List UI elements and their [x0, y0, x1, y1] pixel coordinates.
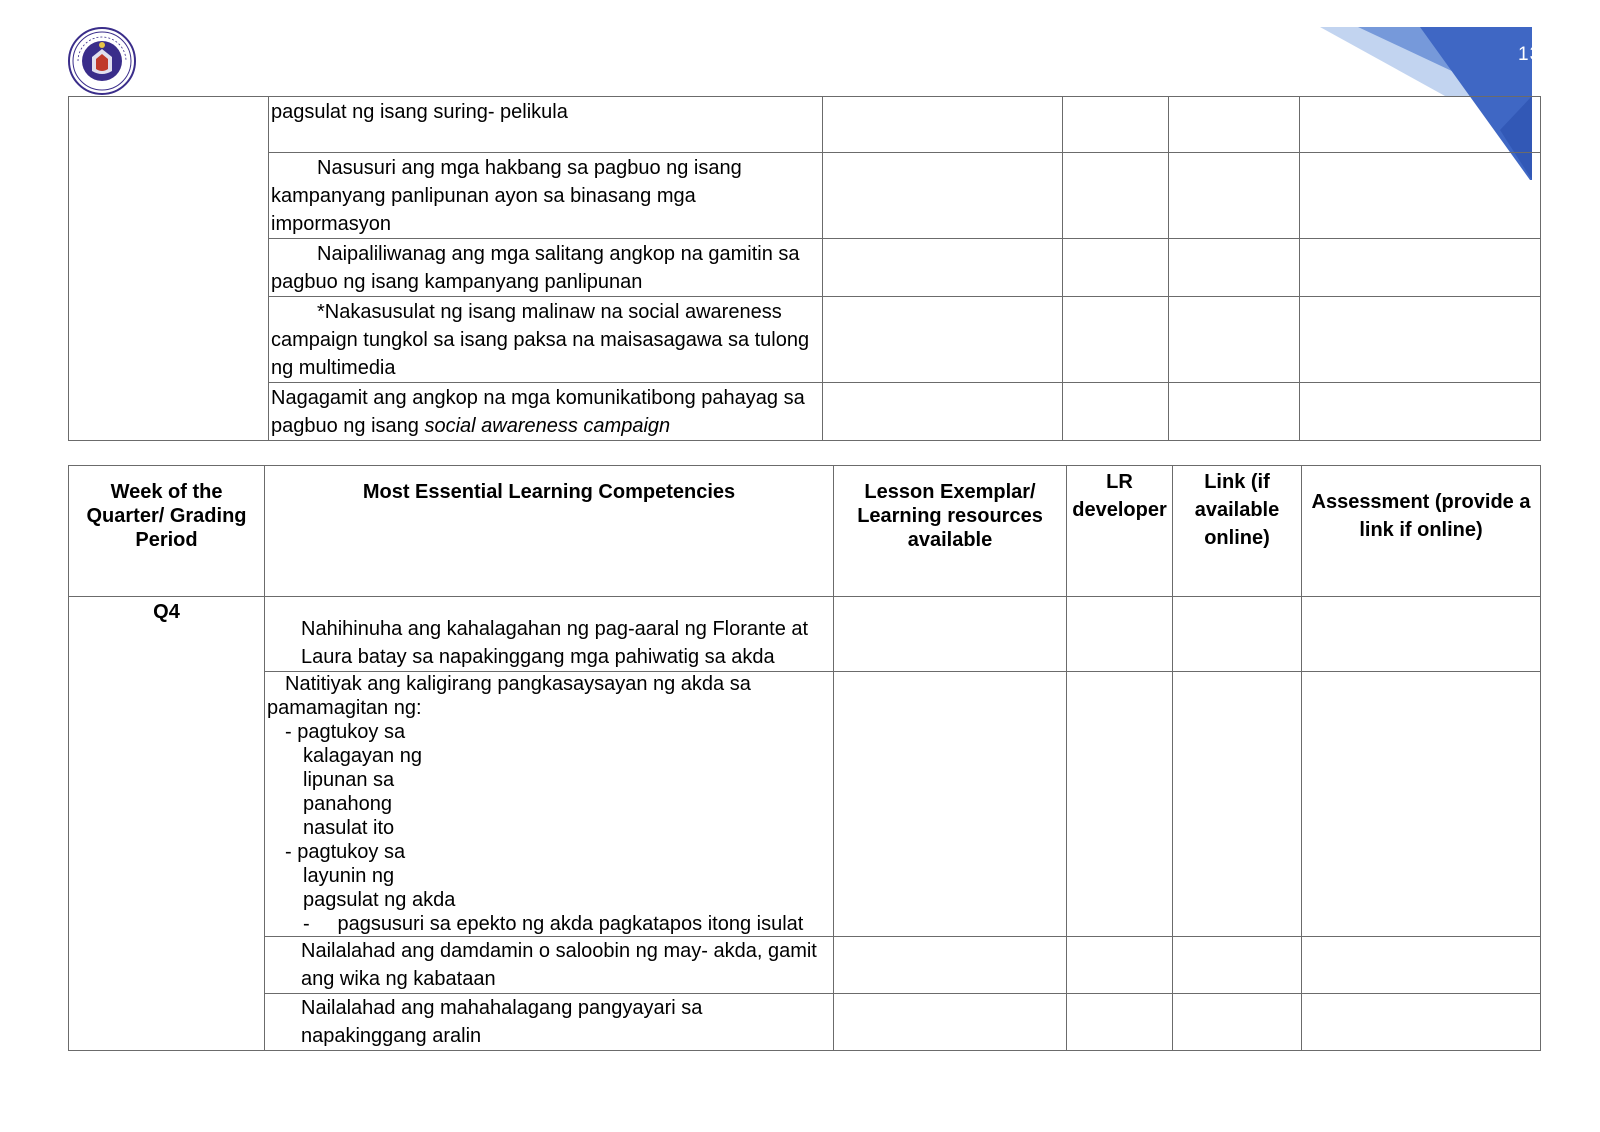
header-assessment: Assessment (provide a link if online) — [1302, 466, 1541, 597]
lesson-cell — [823, 383, 1063, 441]
assessment-cell — [1300, 383, 1541, 441]
lr-cell — [1067, 597, 1173, 672]
link-cell — [1173, 994, 1302, 1051]
competency-cell: Nasusuri ang mga hakbang sa pagbuo ng isang kampanyang panlipunan ayon sa binasang mga impormasyon — [269, 153, 823, 239]
table-row — [69, 97, 1541, 153]
table-row — [69, 153, 1541, 239]
competencies-table-continued — [68, 96, 1541, 441]
lesson-cell — [823, 97, 1063, 153]
assessment-cell — [1302, 937, 1541, 994]
lr-cell — [1063, 97, 1169, 153]
page-number: 139 — [1518, 44, 1553, 65]
lr-cell — [1063, 239, 1169, 297]
lesson-cell — [834, 597, 1067, 672]
assessment-cell — [1300, 239, 1541, 297]
competency-cell: Nahihinuha ang kahalagahan ng pag-aaral ng Florante at Laura batay sa napakinggang mga pahiwatig sa akda — [265, 597, 834, 672]
lr-cell — [1067, 994, 1173, 1051]
assessment-cell — [1302, 597, 1541, 672]
assessment-cell — [1302, 672, 1541, 937]
table-row — [69, 672, 1541, 937]
table-row — [69, 937, 1541, 994]
lesson-cell — [823, 297, 1063, 383]
assessment-cell — [1300, 97, 1541, 153]
table-header-row — [69, 466, 1541, 597]
link-cell — [1173, 937, 1302, 994]
assessment-cell — [1300, 153, 1541, 239]
assessment-cell — [1300, 297, 1541, 383]
competency-cell: *Nakasusulat ng isang malinaw na social awareness campaign tungkol sa isang paksa na maisasagawa sa tulong ng multimedia — [269, 297, 823, 383]
link-cell — [1169, 153, 1300, 239]
competency-cell: Nagagamit ang angkop na mga komunikatibong pahayag sa pagbuo ng isang social awareness campaign — [269, 383, 823, 441]
competencies-table-q4 — [68, 465, 1541, 1051]
lesson-cell — [823, 239, 1063, 297]
lesson-cell — [834, 994, 1067, 1051]
lr-cell — [1063, 153, 1169, 239]
quarter-label: Q4 — [69, 597, 265, 1051]
competency-cell: pagsulat ng isang suring- pelikula — [269, 97, 823, 153]
header-link: Link (if available online) — [1173, 466, 1302, 597]
table-row — [69, 994, 1541, 1051]
header-lr-developer: LR developer — [1067, 466, 1173, 597]
link-cell — [1169, 239, 1300, 297]
link-cell — [1173, 597, 1302, 672]
link-cell — [1169, 297, 1300, 383]
header-melc: Most Essential Learning Competencies — [265, 466, 834, 597]
lesson-cell — [834, 937, 1067, 994]
link-cell — [1169, 383, 1300, 441]
lr-cell — [1067, 672, 1173, 937]
header-lesson: Lesson Exemplar/ Learning resources available — [834, 466, 1067, 597]
competency-cell: Naipaliliwanag ang mga salitang angkop na gamitin sa pagbuo ng isang kampanyang panlipunan — [269, 239, 823, 297]
lesson-cell — [834, 672, 1067, 937]
link-cell — [1169, 97, 1300, 153]
lesson-cell — [823, 153, 1063, 239]
week-cell-empty — [69, 97, 269, 441]
competency-cell: Nailalahad ang mahahalagang pangyayari sa napakinggang aralin — [265, 994, 834, 1051]
competency-cell: Natitiyak ang kaligirang pangkasaysayan ng akda sa pamamagitan ng: - pagtukoy sa kalagayan ng lipunan sa panahong nasulat ito - pagtukoy sa layunin ng pagsulat ng akda - pagsusuri sa epekto ng akda pagkatapos itong isulat — [265, 672, 834, 937]
deped-seal-logo — [68, 27, 136, 95]
table-row — [69, 239, 1541, 297]
lr-cell — [1063, 297, 1169, 383]
lr-cell — [1067, 937, 1173, 994]
table-row — [69, 383, 1541, 441]
table-row — [69, 297, 1541, 383]
table-row — [69, 597, 1541, 672]
competency-cell: Nailalahad ang damdamin o saloobin ng may- akda, gamit ang wika ng kabataan — [265, 937, 834, 994]
header-week: Week of the Quarter/ Grading Period — [69, 466, 265, 597]
assessment-cell — [1302, 994, 1541, 1051]
lr-cell — [1063, 383, 1169, 441]
link-cell — [1173, 672, 1302, 937]
